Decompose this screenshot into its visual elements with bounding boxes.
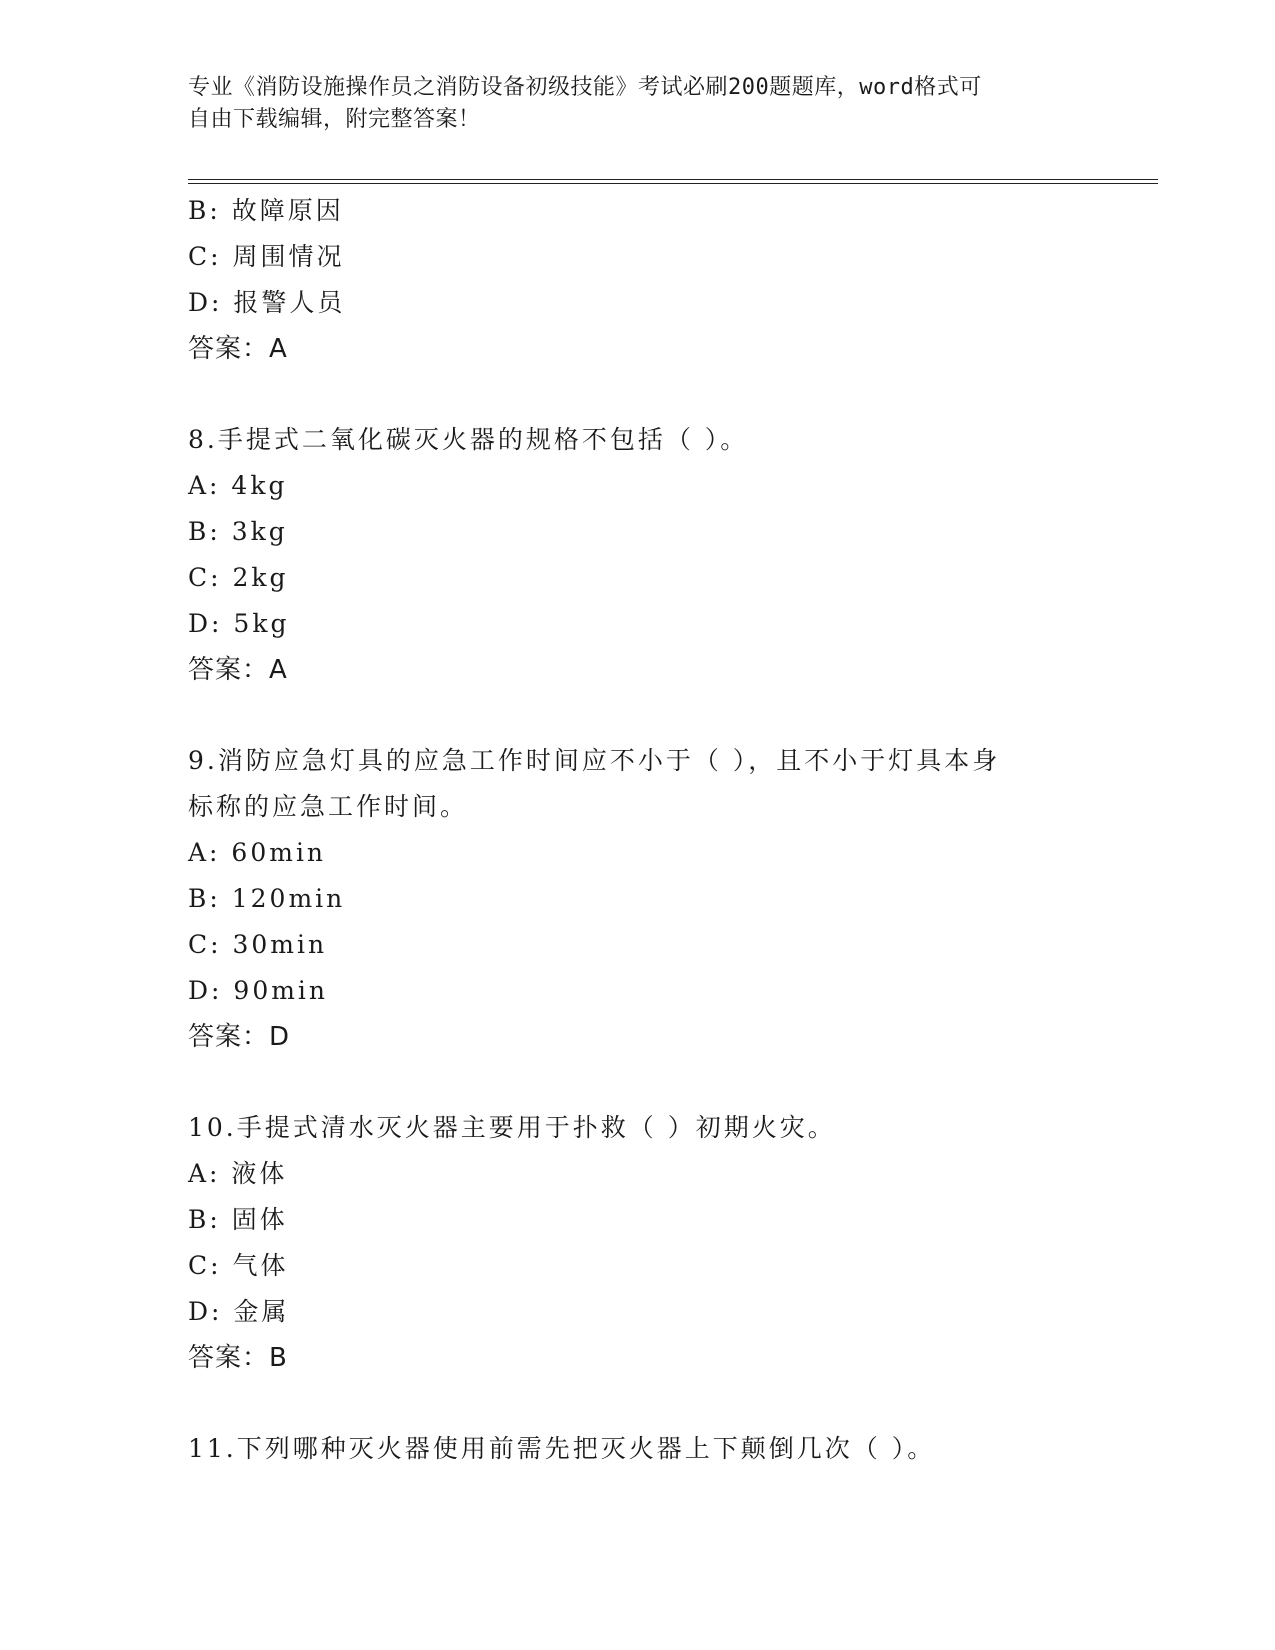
option-b: B: 3kg <box>188 517 288 546</box>
option-b: B: 120min <box>188 884 346 913</box>
question-block-10 <box>188 1105 1088 1381</box>
question-block-9 <box>188 738 1088 1060</box>
option-d: D: 90min <box>188 976 329 1005</box>
question-block-11 <box>188 1426 1088 1472</box>
option-c: C: 气体 <box>188 1251 289 1280</box>
option-c: C: 2kg <box>188 563 289 592</box>
question-stem-line-1: 9.消防应急灯具的应急工作时间应不小于（ ），且不小于灯具本身 <box>188 746 1001 775</box>
option-b: B: 故障原因 <box>188 196 344 225</box>
question-stem: 8.手提式二氧化碳灭火器的规格不包括（ ）。 <box>188 425 749 454</box>
header-divider-bottom <box>188 183 1158 184</box>
answer-text: 答案：D <box>188 1022 291 1052</box>
option-a: A: 液体 <box>188 1159 288 1188</box>
answer-text: 答案：B <box>188 1343 288 1373</box>
option-c: C: 30min <box>188 930 328 959</box>
option-b: B: 固体 <box>188 1205 288 1234</box>
answer-text: 答案：A <box>188 655 288 685</box>
question-block-7 <box>188 188 1088 372</box>
option-d: D: 报警人员 <box>188 288 346 317</box>
header-line-1: 专业《消防设施操作员之消防设备初级技能》考试必刷200题题库，word格式可 <box>188 75 982 100</box>
question-list <box>188 188 1088 1472</box>
header-line-2: 自由下载编辑，附完整答案！ <box>188 107 481 132</box>
option-d: D: 金属 <box>188 1297 290 1326</box>
answer-text: 答案：A <box>188 334 288 364</box>
question-stem-line-2: 标称的应急工作时间。 <box>188 792 469 821</box>
document-header <box>188 72 1068 136</box>
question-stem: 11.下列哪种灭火器使用前需先把灭火器上下颠倒几次（ ）。 <box>188 1434 936 1463</box>
option-a: A: 60min <box>188 838 327 867</box>
header-divider-top <box>188 179 1158 180</box>
option-d: D: 5kg <box>188 609 290 638</box>
question-stem: 10.手提式清水灭火器主要用于扑救（ ）初期火灾。 <box>188 1113 836 1142</box>
option-c: C: 周围情况 <box>188 242 345 271</box>
option-a: A: 4kg <box>188 471 288 500</box>
question-block-8 <box>188 417 1088 693</box>
